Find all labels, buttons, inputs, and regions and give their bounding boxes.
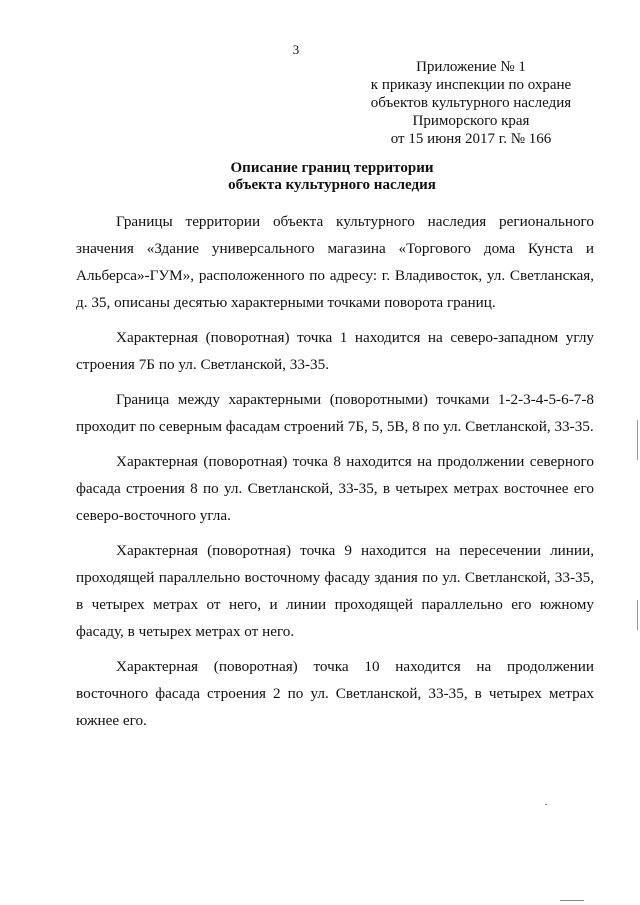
paragraph: Характерная (поворотная) точка 8 находится на продолжении северного фасада строения 8 по ул. Светланской, 33-35, в четырех метрах восточнее его северо-восточного угла. [76,453,594,524]
document-title [0,160,640,194]
appendix-line-5: от 15 июня 2017 г. № 166 [390,131,552,147]
scan-edge-mark [637,600,638,630]
paragraph: Границы территории объекта культурного наследия регионального значения «Здание универсального магазина «Торгового дома Кунста и Альберса»-ГУМ», расположенного по адресу: г. Владивосток, ул. Светланская, д. 35, описаны десятью характерными точками поворота границ. [76,213,594,311]
page-number: 3 [292,42,300,57]
paragraph: Характерная (поворотная) точка 1 находится на северо-западном углу строения 7Б по ул. Светланской, 33-35. [76,329,594,373]
appendix-header [356,58,586,148]
appendix-line-2: к приказу инспекции по охране [370,77,572,93]
paragraph: Характерная (поворотная) точка 9 находится на пересечении линии, проходящей параллельно восточному фасаду здания по ул. Светланской, 33-35, в четырех метрах от него, и линии проходящей параллельно его южному фасаду, в четырех метрах от него. [76,542,594,640]
appendix-line-4: Приморского края [412,113,530,129]
document-body [76,208,594,742]
scan-edge-mark [637,420,638,460]
appendix-line-1: Приложение № 1 [416,59,526,75]
document-title-line-2: объекта культурного наследия [228,177,436,193]
document-title-line-1: Описание границ территории [230,160,434,176]
scan-speck [545,804,547,805]
paragraph: Граница между характерными (поворотными) точками 1-2-3-4-5-6-7-8 проходит по северным фасадам строений 7Б, 5, 5В, 8 по ул. Светланской, 33-35. [76,391,594,435]
appendix-line-3: объектов культурного наследия [370,95,572,111]
paragraph: Характерная (поворотная) точка 10 находится на продолжении восточного фасада строения 2 по ул. Светланской, 33-35, в четырех метрах южнее его. [76,658,594,729]
scan-speck [560,900,584,901]
